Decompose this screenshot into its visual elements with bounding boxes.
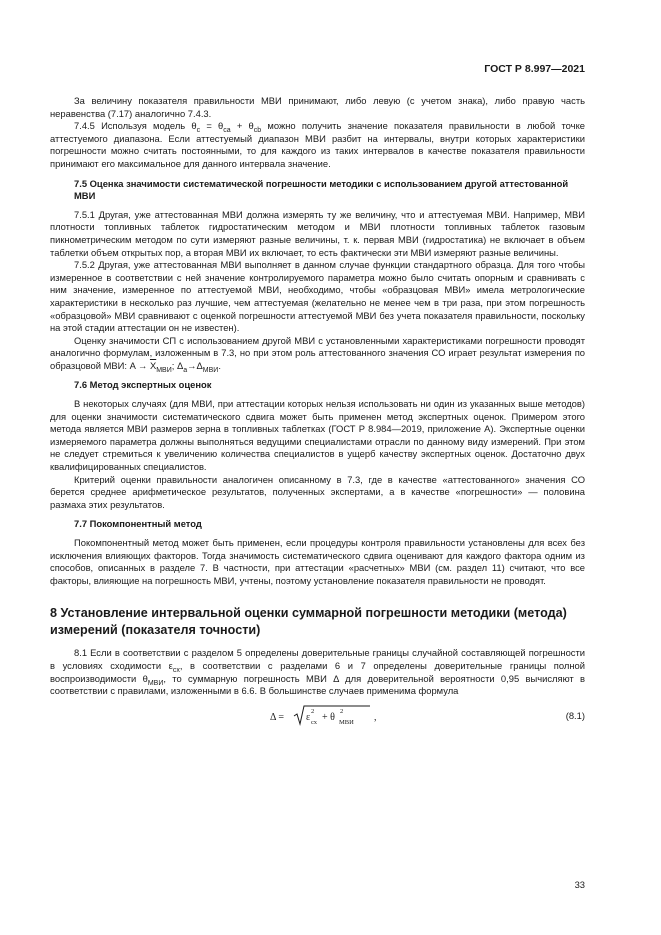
paragraph-7-5-2: 7.5.2 Другая, уже аттестованная МВИ выполняет в данном случае функции стандартного образца. Для того чтобы измеренное в соответствии с ней значение контролируемого параметра можно было считать опорным и сравнивать с ним значение, измеренное по аттестуемой МВИ, необходимо, чтобы «образцовая МВИ» имела метрологические характеристики в несколько раз лучшие, чем аттестуемая (желательно не менее чем в три раза, при этом погрешность «образцовой» МВИ сравнивают с оценкой погрешности аттестуемой МВИ без учета показателя правильности, поскольку на этой стадии аттестации он не известен). <box>50 259 585 334</box>
formula-svg <box>270 704 420 730</box>
paragraph: Покомпонентный метод может быть применен, если процедуры контроля правильности установлены для всех без исключения влияющих факторов. Тогда значимость систематического сдвига оценивают для каждого фактора одним из способов, описанных в разделе 7. В частности, при аттестации «расчетных» МВИ (см. раздел 11) считают, что все факторы, влияющие на погрешность МВИ, учтены, поэтому установление показателя правильности не проводят. <box>50 537 585 586</box>
paragraph: В некоторых случаях (для МВИ, при аттестации которых нельзя использовать ни один из указанных выше методов) для оценки значимости систематического сдвига может быть применен метод экспертных оценок. Примером этого метода является МВИ размеров зерна в топливных таблетках (ГОСТ Р 8.984—2019, приложение А). Экспертные оценки измеряемого параметра должны выполняться ведущими специалистами отрасли по данному виду измерений. При этом не следует стремиться к увеличению количества специалистов в ущерб качеству экспертных оценок. Достаточно двух квалифицированных специалистов. <box>50 398 585 473</box>
section-heading-7-7: 7.7 Покомпонентный метод <box>74 518 202 530</box>
section-heading-7-6: 7.6 Метод экспертных оценок <box>74 379 212 391</box>
paragraph: Критерий оценки правильности аналогичен описанному в 7.3, где в качестве «аттестованного» значения СО берется среднее арифметическое результатов, полученных экспертами, а в качестве «погрешности» — половина размаха этих результатов. <box>50 473 585 510</box>
formula-8-1 <box>50 704 585 730</box>
formula-lhs: Δ = <box>270 711 285 723</box>
page-content <box>50 95 585 730</box>
paragraph: Оценку значимости СП с использованием другой МВИ с установленными характеристиками погрешности проводят аналогично формулам, изложенным в 7.3, но при этом роль аттестованного значения СО играет результат измерения по образцовой МВИ: $A \to \overline{X}_{МВИ}$; $\Delta_a\to\Delta_{МВИ}$. <box>50 334 585 374</box>
formula-tail: , <box>374 711 377 723</box>
standard-number: ГОСТ Р 8.997—2021 <box>484 63 585 75</box>
section-heading-8: 8 Установление интервальной оценки суммарной погрешности методики (метода) измерений (показателя точности) <box>50 606 567 637</box>
formula-sup: 2 <box>311 707 315 715</box>
paragraph: За величину показателя правильности МВИ принимают, либо левую (с учетом знака), либо правую часть неравенства (7.17) аналогично 7.4.3. <box>50 95 585 119</box>
formula-plus: + θ <box>322 711 335 723</box>
formula-sub: сх <box>311 718 318 726</box>
formula-eps: ε <box>306 711 311 723</box>
paragraph-7-5-1: 7.5.1 Другая, уже аттестованная МВИ должна измерять ту же величину, что и аттестуемая МВИ. Например, МВИ плотности топливных таблеток гидростатическим методом и МВИ плотности топливных таблеток газовым пикнометрическим методом по сути измеряют разные величины, т. к. первая МВИ (гидростатика) не включает в объем таблетки объем открытых пор, а вторая МВИ их включает, то есть фактически эти МВИ измеряют разные величины. <box>50 208 585 258</box>
formula-sup: 2 <box>340 707 344 715</box>
paragraph-7-4-5: 7.4.5 Используя модель $\theta_c = \theta_{ca} + \theta_{cb}$ можно получить значение показателя правильности в любой точке аттестуемого диапазона. Если аттестуемый диапазон МВИ разбит на интервалы, внутри которых характеристики погрешности можно считать постоянными, то для каждого из таких интервалов в качестве показателя правильности принимают его максимальное для данного интервала значение. <box>50 120 585 169</box>
paragraph-8-1: 8.1 Если в соответствии с разделом 5 определены доверительные границы случайной составляющей погрешности в условиях сходимости $\varepsilon_{сх}$, в соответствии с разделами 6 и 7 определены доверительные границы полной воспроизводимости $\theta_{МВИ}$, то суммарную погрешность МВИ Δ для доверительной вероятности 0,95 вычисляют в соответствии с правилами, изложенными в 6.6. В большинстве случаев применима формула <box>50 647 585 697</box>
section-heading-7-5: 7.5 Оценка значимости систематической погрешности методики с использованием другой аттестованной МВИ <box>74 177 569 202</box>
page-number: 33 <box>574 879 585 890</box>
equation-number: (8.1) <box>565 709 585 721</box>
formula-sub: МВИ <box>339 718 354 726</box>
